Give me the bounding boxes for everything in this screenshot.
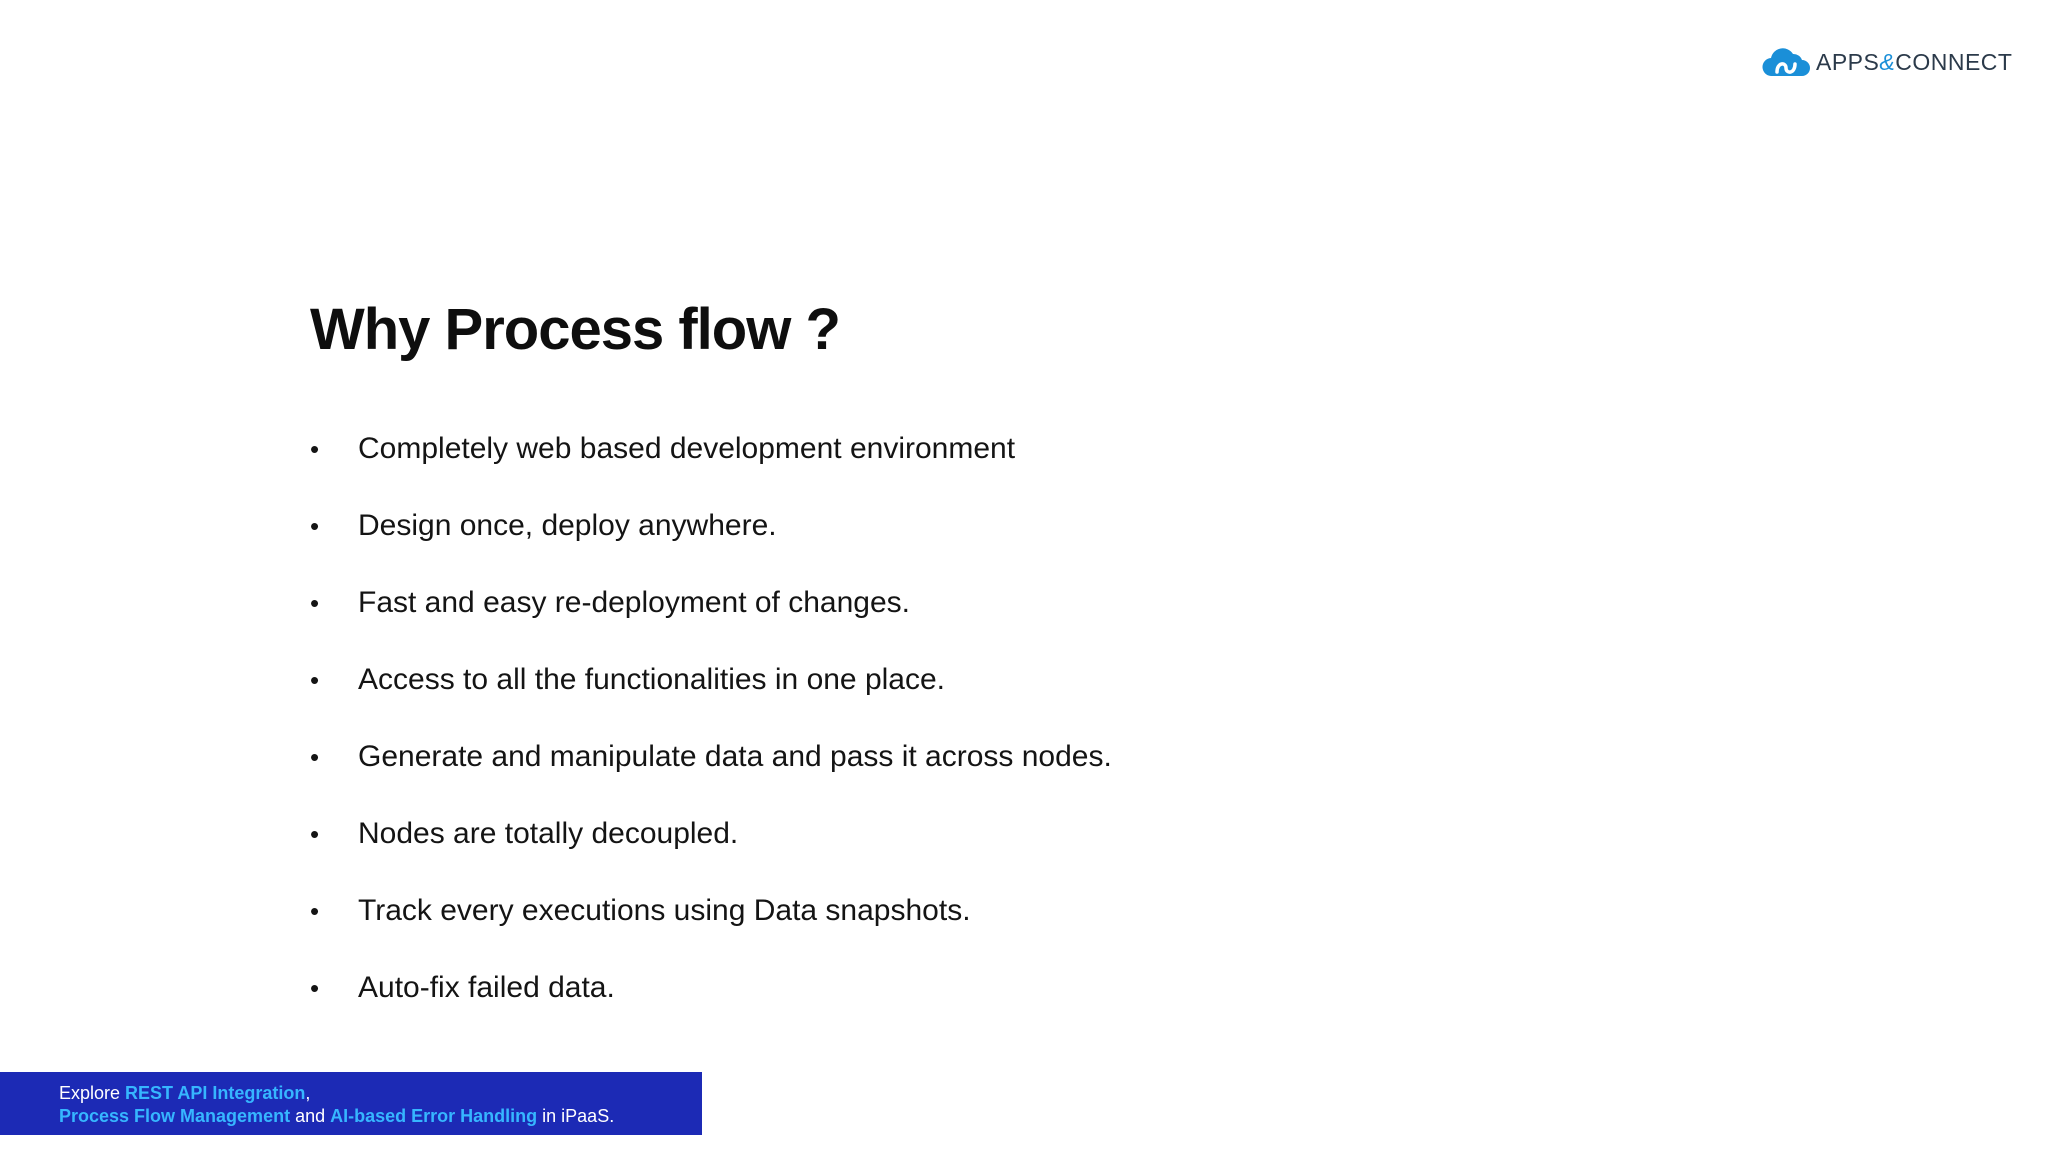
- bullet-text: Fast and easy re-deployment of changes.: [358, 585, 910, 619]
- bullet-text: Design once, deploy anywhere.: [358, 508, 777, 542]
- bullet-text: Access to all the functionalities in one place.: [358, 662, 946, 696]
- bullet-item: [310, 872, 1112, 949]
- bullet-text: Generate and manipulate data and pass it across nodes.: [358, 739, 1112, 773]
- bullet-dot: •: [310, 510, 320, 541]
- process-flow-management-link[interactable]: Process Flow Management: [59, 1106, 291, 1126]
- bullet-item: [310, 795, 1112, 872]
- bullet-item: [310, 564, 1112, 641]
- bullet-dot: •: [310, 895, 320, 926]
- rest-api-integration-link[interactable]: REST API Integration: [125, 1083, 306, 1103]
- footer-comma: ,: [305, 1083, 311, 1103]
- logo-text-connect: CONNECT: [1895, 48, 2013, 75]
- bullet-item: [310, 487, 1112, 564]
- ai-error-handling-link[interactable]: AI-based Error Handling: [330, 1106, 538, 1126]
- bullet-item: [310, 641, 1112, 718]
- footer-banner: [0, 1072, 702, 1135]
- bullet-text: Completely web based development environment: [358, 431, 1016, 465]
- bullet-dot: •: [310, 587, 320, 618]
- bullet-dot: •: [310, 818, 320, 849]
- bullet-list: [310, 410, 1112, 1026]
- logo-wordmark: [1816, 49, 2012, 76]
- logo-text-ampersand: &: [1879, 48, 1896, 75]
- logo-text-apps: APPS: [1816, 48, 1880, 75]
- bullet-item: [310, 718, 1112, 795]
- bullet-text: Auto-fix failed data.: [358, 970, 615, 1004]
- cloud-icon: [1762, 46, 1810, 78]
- footer-suffix-text: in iPaaS.: [537, 1106, 615, 1126]
- bullet-text: Nodes are totally decoupled.: [358, 816, 739, 850]
- footer-and-text: and: [290, 1106, 331, 1126]
- bullet-text: Track every executions using Data snapshots.: [358, 893, 971, 927]
- footer-line-1: [59, 1082, 702, 1105]
- apps-connect-logo: [1762, 42, 2012, 82]
- footer-explore-text: Explore: [59, 1083, 126, 1103]
- bullet-dot: •: [310, 664, 320, 695]
- bullet-item: [310, 410, 1112, 487]
- slide-title: Why Process flow ?: [310, 297, 840, 362]
- bullet-dot: •: [310, 433, 320, 464]
- bullet-dot: •: [310, 741, 320, 772]
- bullet-item: [310, 949, 1112, 1026]
- bullet-dot: •: [310, 972, 320, 1003]
- footer-line-2: [59, 1105, 702, 1128]
